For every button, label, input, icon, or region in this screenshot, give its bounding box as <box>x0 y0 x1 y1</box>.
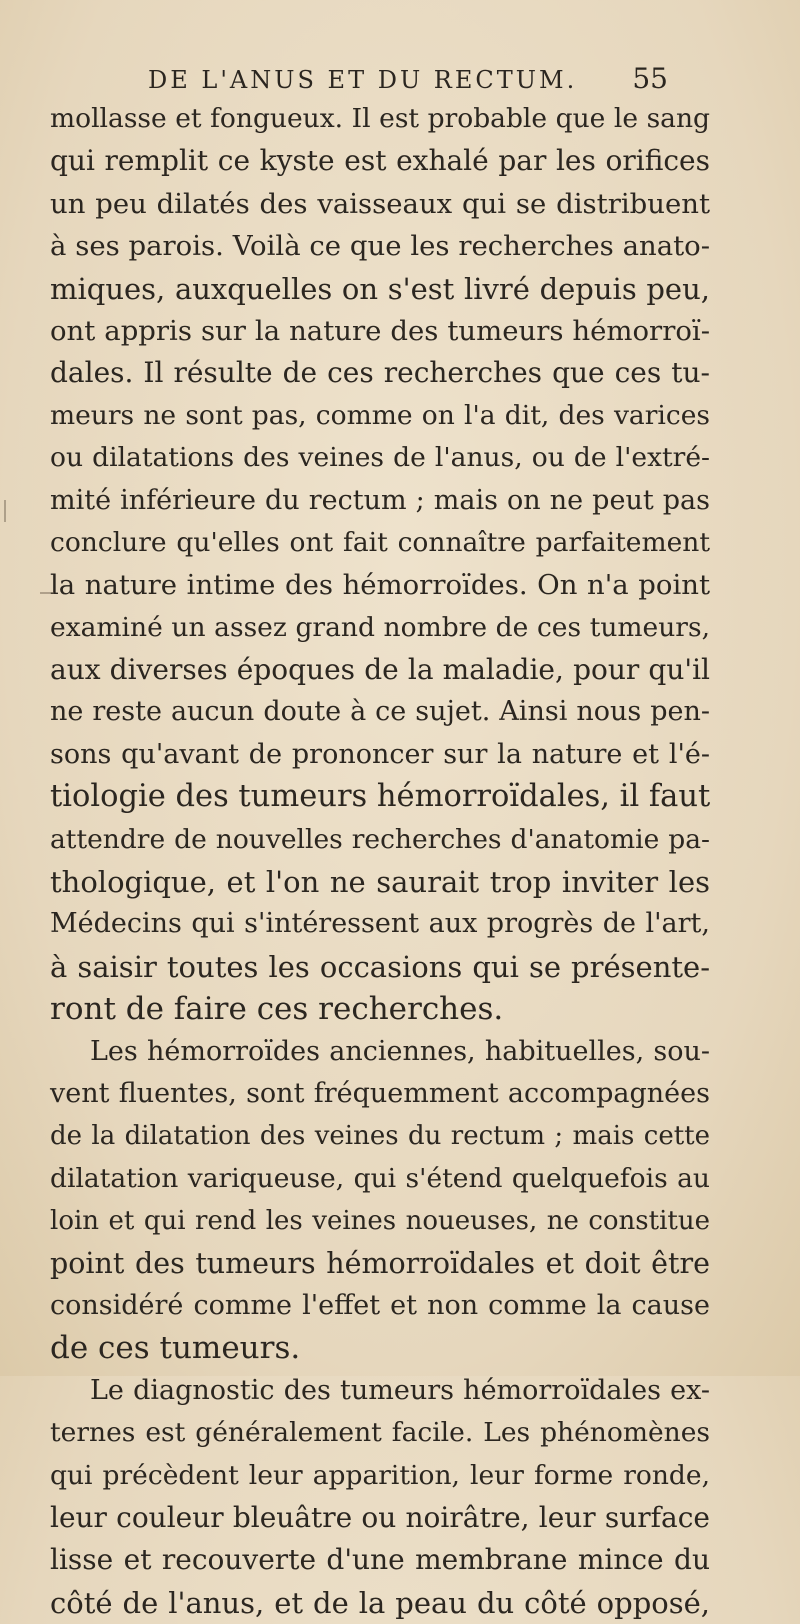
text-line: qui remplit ce kyste est exhalé par les orifices <box>50 144 710 178</box>
text-line: la nature intime des hémorroïdes. On n'a point <box>50 569 710 602</box>
text-line: côté de l'anus, et de la peau du côté opposé, <box>50 1585 710 1620</box>
text-line: sons qu'avant de prononcer sur la nature et l'é- <box>50 738 710 770</box>
text-line: ou dilatations des veines de l'anus, ou de l'extré- <box>50 442 710 474</box>
text-line: qui précèdent leur apparition, leur forme ronde, <box>50 1459 710 1491</box>
text-line: dales. Il résulte de ces recherches que ces tu- <box>50 356 710 390</box>
text-line: aux diverses époques de la maladie, pour qu'il <box>50 653 710 687</box>
text-line: considéré comme l'effet et non comme la cause <box>50 1289 710 1321</box>
text-line: attendre de nouvelles recherches d'anatomie pa- <box>50 823 710 855</box>
text-line: vent fluentes, sont fréquemment accompagnées <box>50 1077 710 1109</box>
text-line: ne reste aucun doute à ce sujet. Ainsi nous pen- <box>50 696 710 728</box>
page-edge-mark <box>40 592 54 594</box>
text-line: lisse et recouverte d'une membrane mince du <box>50 1543 710 1577</box>
text-line: mollasse et fongueux. Il est probable que le sang <box>50 103 710 134</box>
text-line: tiologie des tumeurs hémorroïdales, il faut <box>50 779 711 815</box>
text-line: dilatation variqueuse, qui s'étend quelquefois au <box>50 1162 710 1194</box>
paragraph-first-line: Le diagnostic des tumeurs hémorroïdales ex- <box>90 1374 710 1406</box>
body-text <box>50 98 710 1624</box>
paragraph-first-line: Les hémorroïdes anciennes, habituelles, sou- <box>90 1035 710 1067</box>
text-line: à ses parois. Voilà ce que les recherches anato- <box>50 230 710 263</box>
text-line: à saisir toutes les occasions qui se présente- <box>50 949 710 984</box>
text-line: ont appris sur la nature des tumeurs hémorroï- <box>50 314 710 347</box>
text-line: de la dilatation des veines du rectum ; mais cette <box>50 1121 710 1152</box>
text-line: mité inférieure du rectum ; mais on ne peut pas <box>50 484 710 516</box>
text-line: meurs ne sont pas, comme on l'a dit, des varices <box>50 399 710 431</box>
text-line: examiné un assez grand nombre de ces tumeurs, <box>50 611 710 643</box>
text-line: un peu dilatés des vaisseaux qui se distribuent <box>50 187 710 220</box>
running-title: DE L'ANUS ET DU RECTUM. <box>148 66 578 94</box>
text-line: ront de faire ces recherches. <box>50 991 504 1028</box>
text-line: de ces tumeurs. <box>50 1330 301 1367</box>
page-number: 55 <box>632 62 668 95</box>
text-line: point des tumeurs hémorroïdales et doit être <box>50 1246 710 1280</box>
text-line: ternes est généralement facile. Les phénomènes <box>50 1417 710 1449</box>
running-head <box>148 62 668 102</box>
text-line: Médecins qui s'intéressent aux progrès de l'art, <box>50 908 710 940</box>
page-edge-mark <box>4 500 6 522</box>
text-line: thologique, et l'on ne saurait trop inviter les <box>50 865 710 900</box>
text-line: miques, auxquelles on s'est livré depuis peu, <box>50 271 710 306</box>
text-line: leur couleur bleuâtre ou noirâtre, leur surface <box>50 1500 710 1534</box>
text-line: conclure qu'elles ont fait connaître parfaitement <box>50 526 710 558</box>
text-line: loin et qui rend les veines noueuses, ne constitue <box>50 1206 710 1237</box>
